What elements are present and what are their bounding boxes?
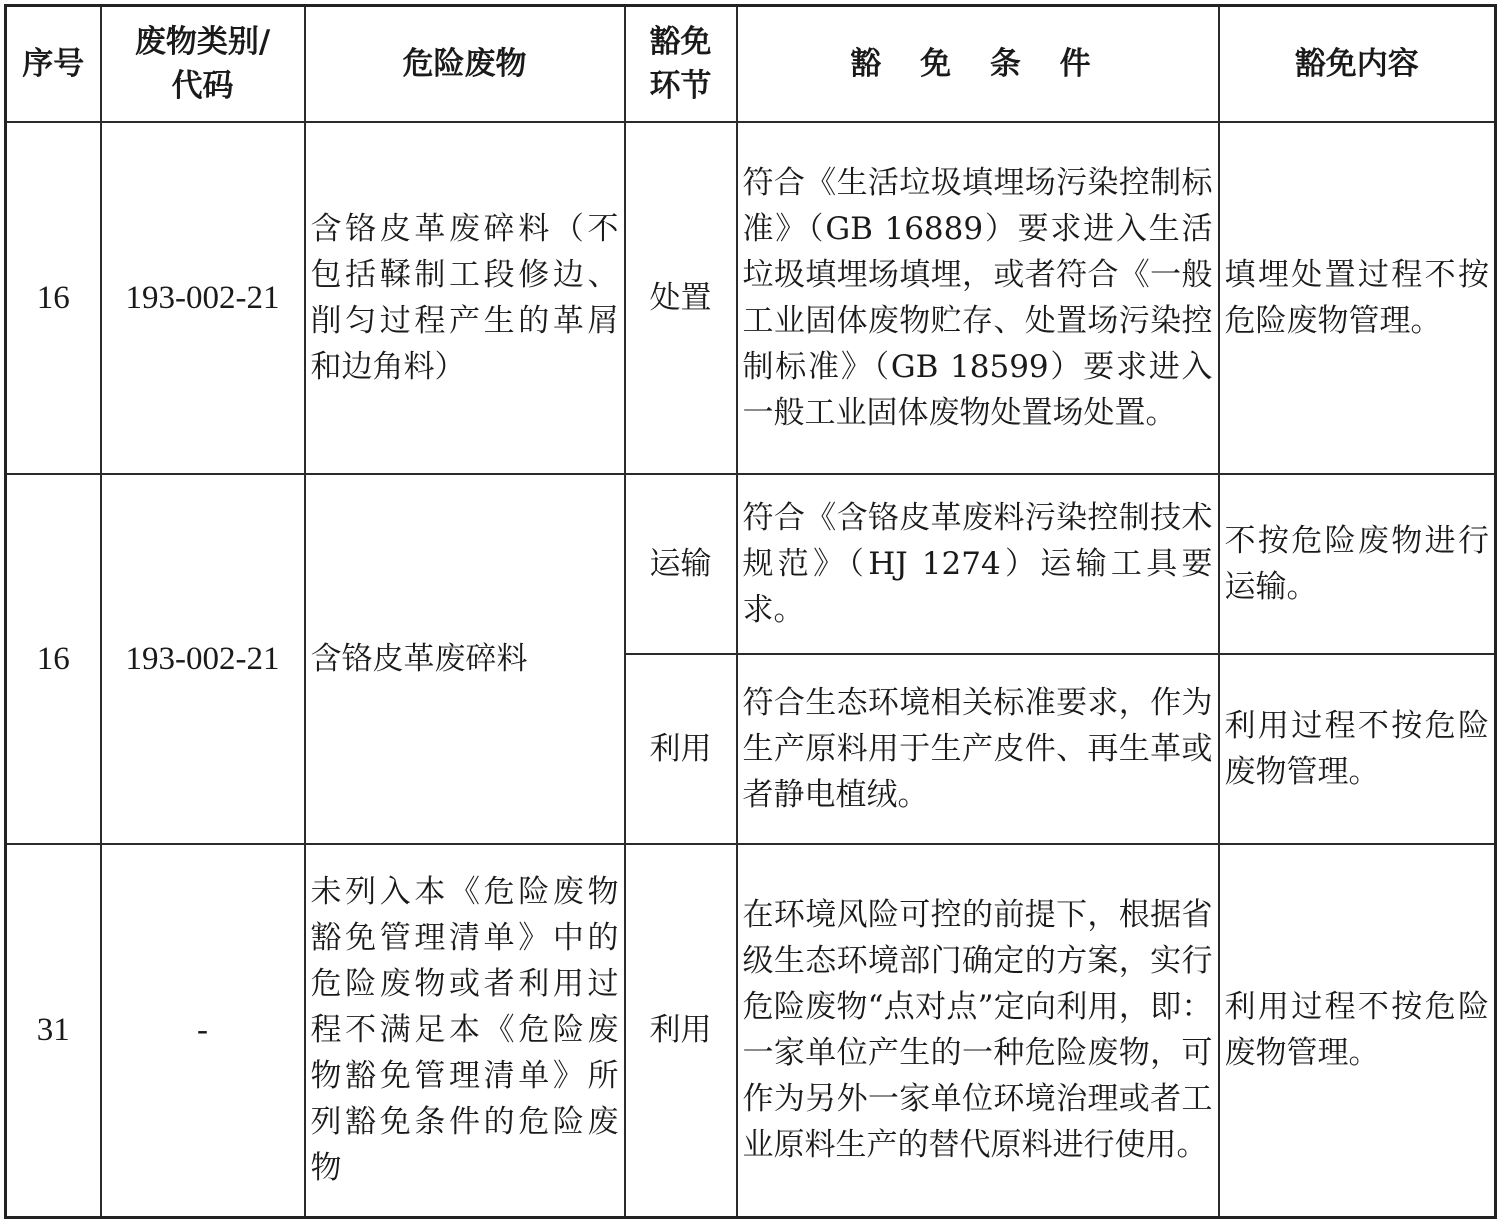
cell-code: -	[101, 844, 305, 1218]
exemption-table-container	[4, 4, 1494, 1218]
header-row	[6, 6, 1496, 122]
header-category-code	[101, 6, 305, 122]
cell-code: 193-002-21	[101, 122, 305, 474]
cell-content: 利用过程不按危险废物管理。	[1219, 654, 1496, 844]
cell-condition: 符合生态环境相关标准要求，作为生产原料用于生产皮件、再生革或者静电植绒。	[737, 654, 1219, 844]
cell-waste: 含铬皮革废碎料（不包括鞣制工段修边、削匀过程产生的革屑和边角料）	[305, 122, 625, 474]
header-content: 豁免内容	[1219, 6, 1496, 122]
cell-stage: 利用	[625, 844, 737, 1218]
cell-seq: 16	[6, 122, 101, 474]
table-row	[6, 474, 1496, 654]
table-row	[6, 844, 1496, 1218]
cell-stage: 运输	[625, 474, 737, 654]
header-stage	[625, 6, 737, 122]
exemption-table	[4, 4, 1497, 1219]
header-category-line1: 废物类别/	[134, 23, 271, 60]
cell-code: 193-002-21	[101, 474, 305, 844]
cell-condition: 符合《生活垃圾填埋场污染控制标准》（GB 16889）要求进入生活垃圾填埋场填埋，或者符合《一般工业固体废物贮存、处置场污染控制标准》（GB 18599）要求进入一般工业固体废物处置场处置。	[737, 122, 1219, 474]
header-stage-line2: 环节	[649, 67, 712, 104]
header-category-line2: 代码	[171, 67, 234, 104]
table-row	[6, 122, 1496, 474]
cell-stage: 利用	[625, 654, 737, 844]
cell-content: 不按危险废物进行运输。	[1219, 474, 1496, 654]
header-stage-line1: 豁免	[649, 23, 712, 60]
cell-waste: 含铬皮革废碎料	[305, 474, 625, 844]
cell-waste: 未列入本《危险废物豁免管理清单》中的危险废物或者利用过程不满足本《危险废物豁免管理清单》所列豁免条件的危险废物	[305, 844, 625, 1218]
header-conditions: 豁 免 条 件	[737, 6, 1219, 122]
cell-seq: 16	[6, 474, 101, 844]
cell-content: 利用过程不按危险废物管理。	[1219, 844, 1496, 1218]
cell-condition: 符合《含铬皮革废料污染控制技术规范》（HJ 1274）运输工具要求。	[737, 474, 1219, 654]
cell-stage: 处置	[625, 122, 737, 474]
cell-seq: 31	[6, 844, 101, 1218]
cell-condition: 在环境风险可控的前提下，根据省级生态环境部门确定的方案，实行危险废物“点对点”定向利用，即：一家单位产生的一种危险废物，可作为另外一家单位环境治理或者工业原料生产的替代原料进行使用。	[737, 844, 1219, 1218]
cell-content: 填埋处置过程不按危险废物管理。	[1219, 122, 1496, 474]
header-seq: 序号	[6, 6, 101, 122]
header-waste: 危险废物	[305, 6, 625, 122]
